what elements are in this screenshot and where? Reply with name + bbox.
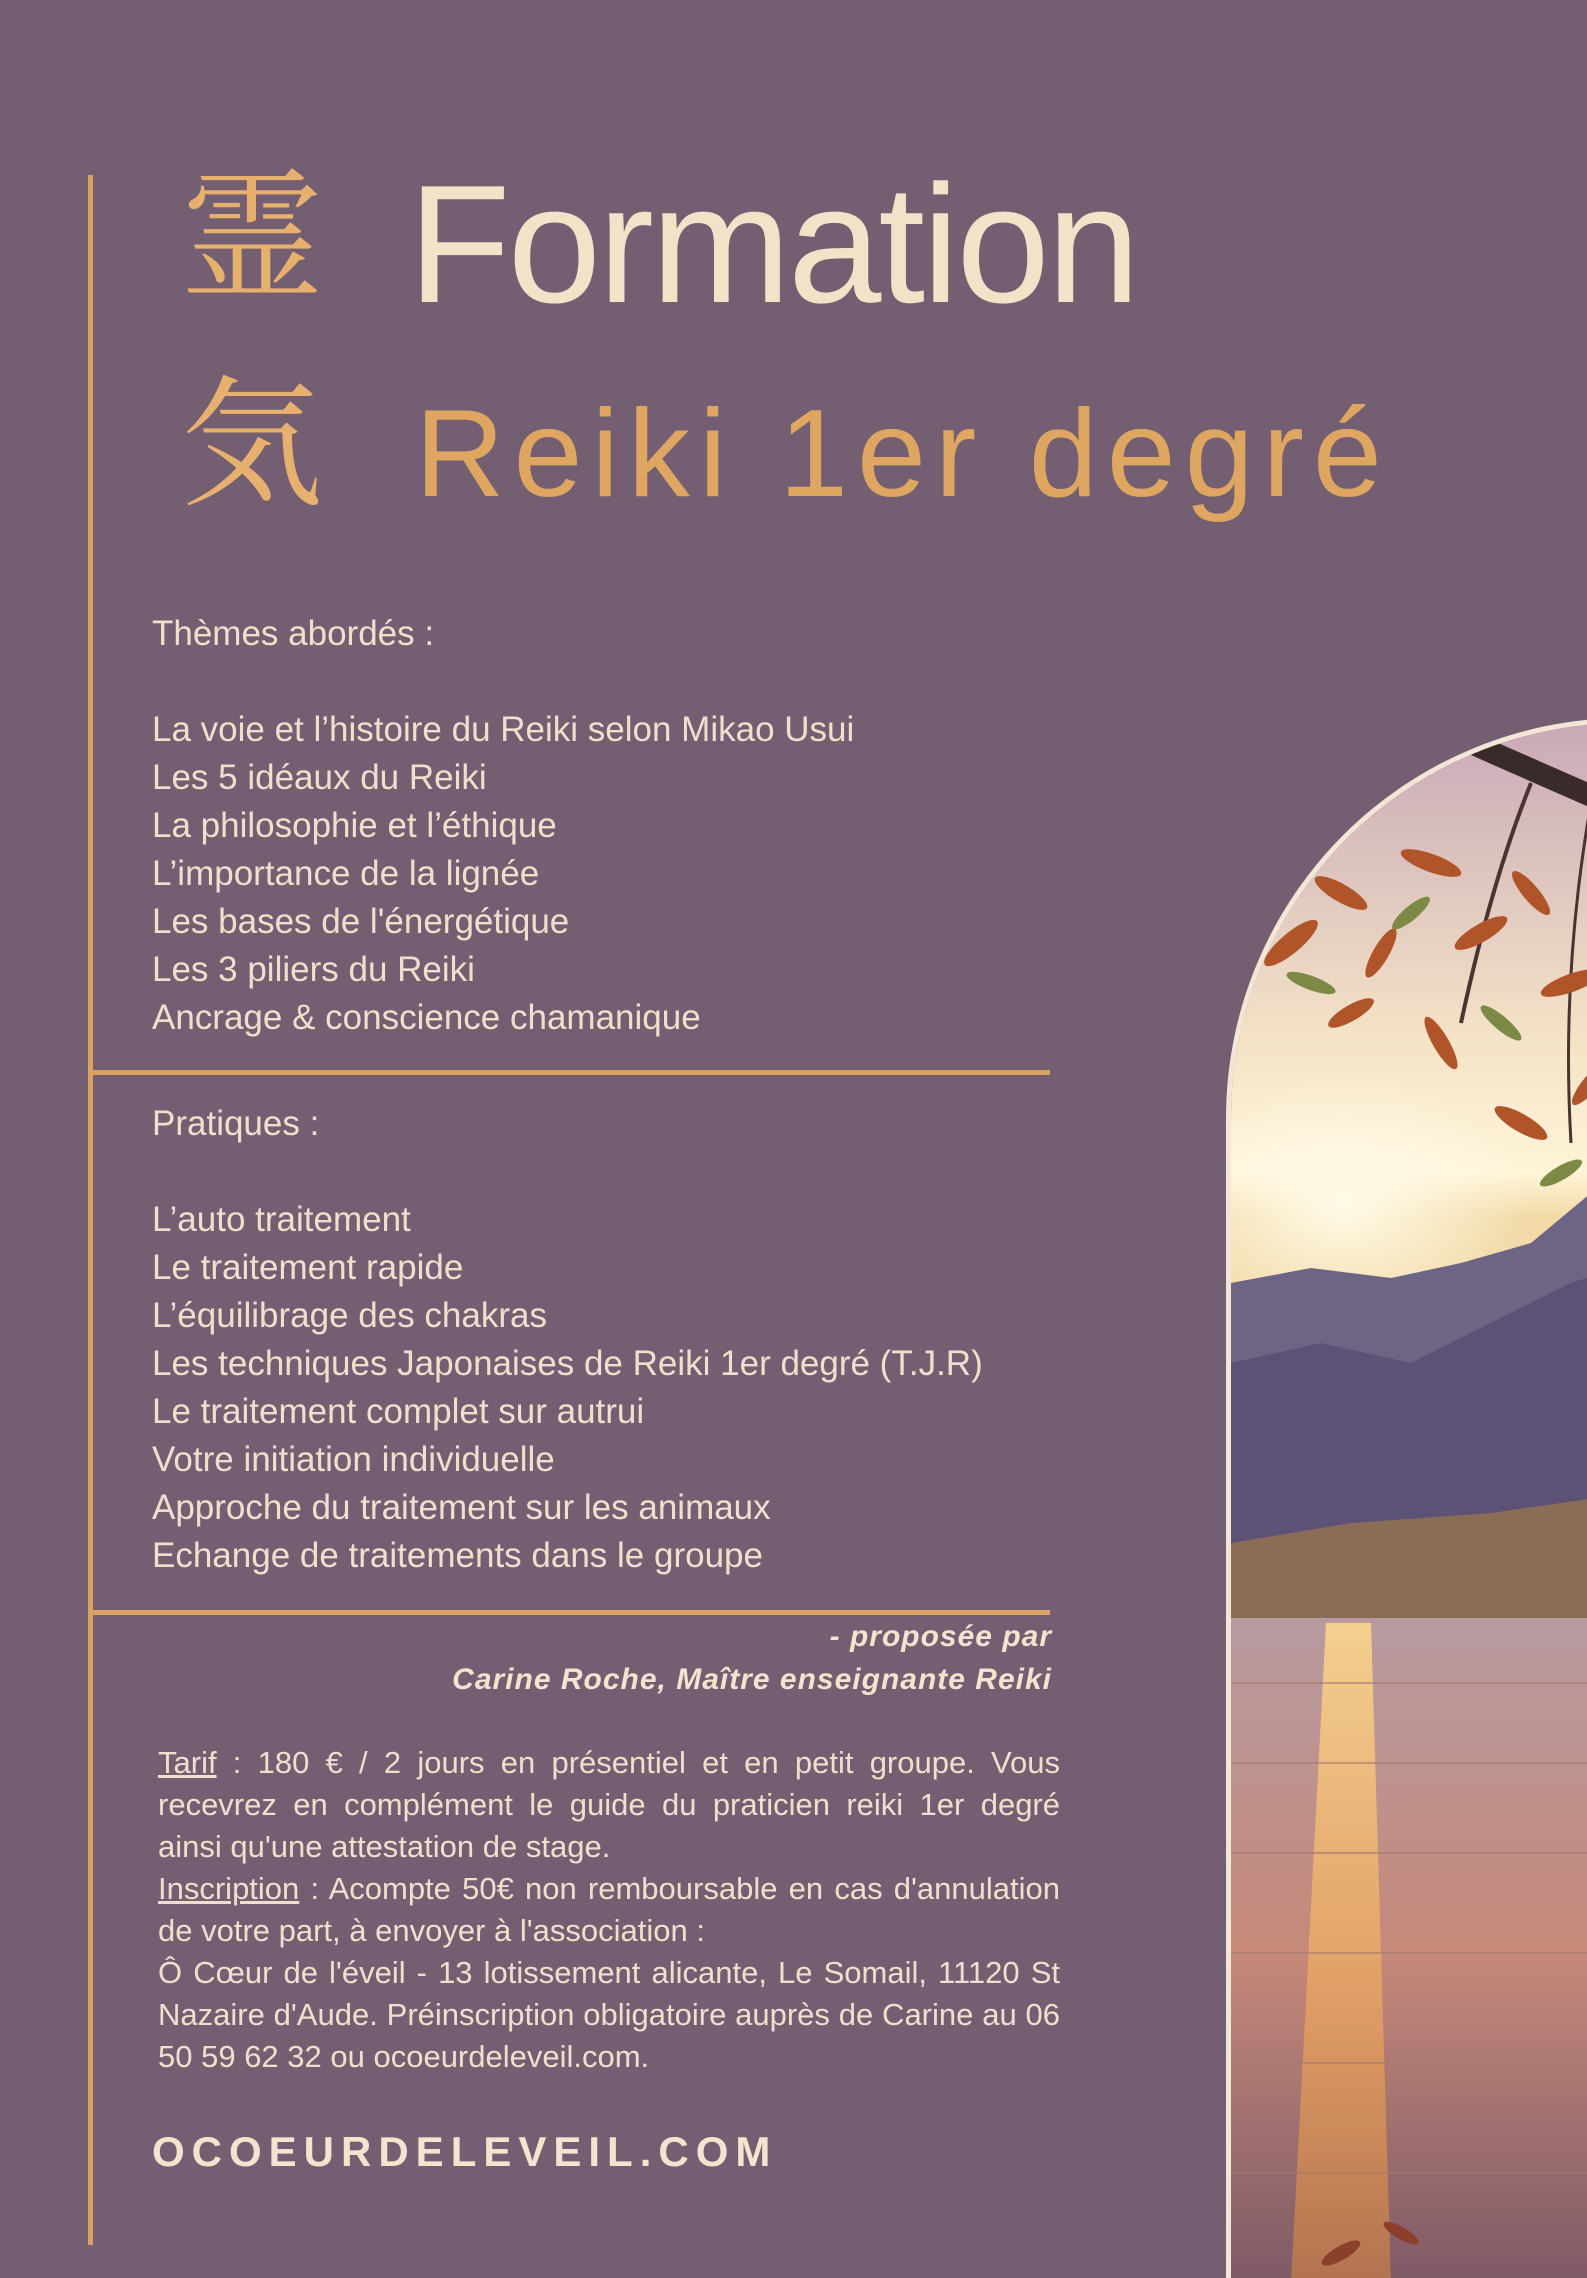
list-item: L’importance de la lignée xyxy=(152,854,540,893)
address-paragraph: Ô Cœur de l'éveil - 13 lotissement alicante, Le Somail, 11120 St Nazaire d'Aude. Préinscription obligatoire auprès de Carine au 06 50 59 62 32 ou ocoeurdeleveil.com. xyxy=(158,1955,1060,2074)
page-title: Formation xyxy=(408,150,1138,338)
section-divider xyxy=(90,1070,1050,1075)
list-item: La philosophie et l’éthique xyxy=(152,806,557,845)
themes-heading: Thèmes abordés : xyxy=(152,614,435,653)
kanji-ki: 気 xyxy=(181,363,323,528)
list-item: Votre initiation individuelle xyxy=(152,1440,555,1479)
pricing-info xyxy=(158,1742,1060,2078)
list-item: Les bases de l'énergétique xyxy=(152,902,570,941)
list-item: Le traitement complet sur autrui xyxy=(152,1392,645,1431)
website-link[interactable]: OCOEURDELEVEIL.COM xyxy=(152,2128,778,2175)
list-item: L’auto traitement xyxy=(152,1200,411,1239)
inscription-label: Inscription xyxy=(158,1871,300,1906)
list-item: La voie et l’histoire du Reiki selon Mikao Usui xyxy=(152,710,855,749)
lake-sunset-photo xyxy=(1226,718,1587,2278)
list-item: L’équilibrage des chakras xyxy=(152,1296,547,1335)
landscape-illustration xyxy=(1231,723,1587,2278)
practices-list xyxy=(152,1196,1052,1580)
kanji-rei: 霊 xyxy=(181,156,323,321)
author-credit xyxy=(300,1615,1052,1701)
inscription-text: : Acompte 50€ non remboursable en cas d'annulation de votre part, à envoyer à l'association : xyxy=(158,1871,1060,1948)
list-item: Ancrage & conscience chamanique xyxy=(152,998,701,1037)
inscription-paragraph xyxy=(158,1868,1060,1952)
themes-section xyxy=(152,610,1052,1042)
list-item: Approche du traitement sur les animaux xyxy=(152,1488,771,1527)
author-line-2: Carine Roche, Maître enseignante Reiki xyxy=(452,1663,1052,1696)
left-vertical-rule xyxy=(88,175,93,2245)
themes-list xyxy=(152,706,1052,1042)
list-item: Le traitement rapide xyxy=(152,1248,464,1287)
tarif-label: Tarif xyxy=(158,1745,217,1780)
author-line-1: - proposée par xyxy=(829,1620,1052,1653)
list-item: Les 5 idéaux du Reiki xyxy=(152,758,487,797)
tarif-text: : 180 € / 2 jours en présentiel et en petit groupe. Vous recevrez en complément le guide du praticien reiki 1er degré ainsi qu'une attestation de stage. xyxy=(158,1745,1060,1864)
list-item: Les 3 piliers du Reiki xyxy=(152,950,475,989)
practices-section xyxy=(152,1100,1052,1580)
list-item: Les techniques Japonaises de Reiki 1er degré (T.J.R) xyxy=(152,1344,983,1383)
tarif-paragraph xyxy=(158,1742,1060,1868)
list-item: Echange de traitements dans le groupe xyxy=(152,1536,763,1575)
page-subtitle: Reiki 1er degré xyxy=(415,385,1391,523)
practices-heading: Pratiques : xyxy=(152,1104,320,1143)
